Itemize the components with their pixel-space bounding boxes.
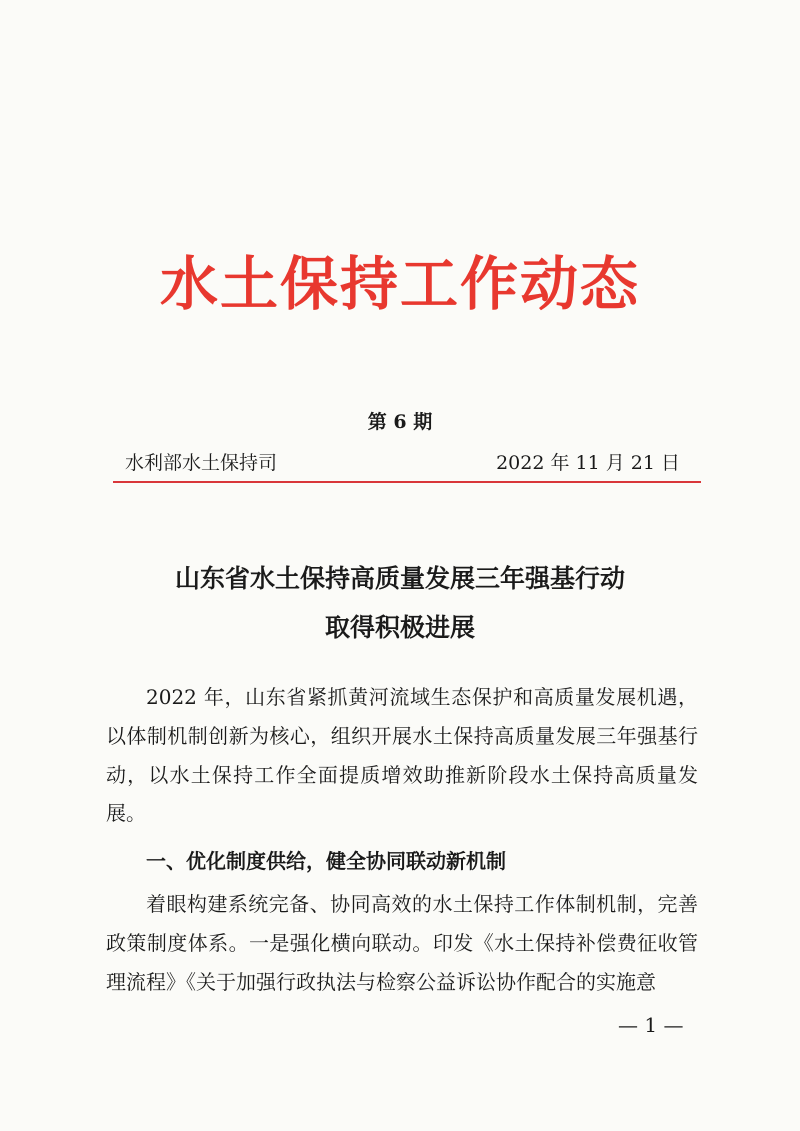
masthead-title: 水土保持工作动态 [159, 250, 640, 318]
issue-number: 第 6 期 [367, 411, 433, 433]
article-paragraph-2: 着眼构建系统完备、协同高效的水土保持工作体制机制，完善政策制度体系。一是强化横向联动。印发《水土保持补偿费征收管理流程》《关于加强行政执法与检察公益诉讼协作配合的实施意 [106, 892, 698, 994]
article-title-line1: 山东省水土保持高质量发展三年强基行动 [174, 564, 625, 593]
article-title-line2: 取得积极进展 [324, 613, 475, 642]
publication-date: 2022 年 11 月 21 日 [496, 452, 680, 474]
publisher: 水利部水土保持司 [125, 452, 278, 474]
section-heading-1: 一、优化制度供给，健全协同联动新机制 [146, 849, 506, 873]
masthead-divider [113, 481, 701, 483]
page-number: — 1 — [618, 1013, 684, 1037]
article-paragraph-1: 2022 年，山东省紧抓黄河流域生态保护和高质量发展机遇，以体制机制创新为核心，组织开展水土保持高质量发展三年强基行动，以水土保持工作全面提质增效助推新阶段水土保持高质量发展。 [106, 685, 698, 826]
